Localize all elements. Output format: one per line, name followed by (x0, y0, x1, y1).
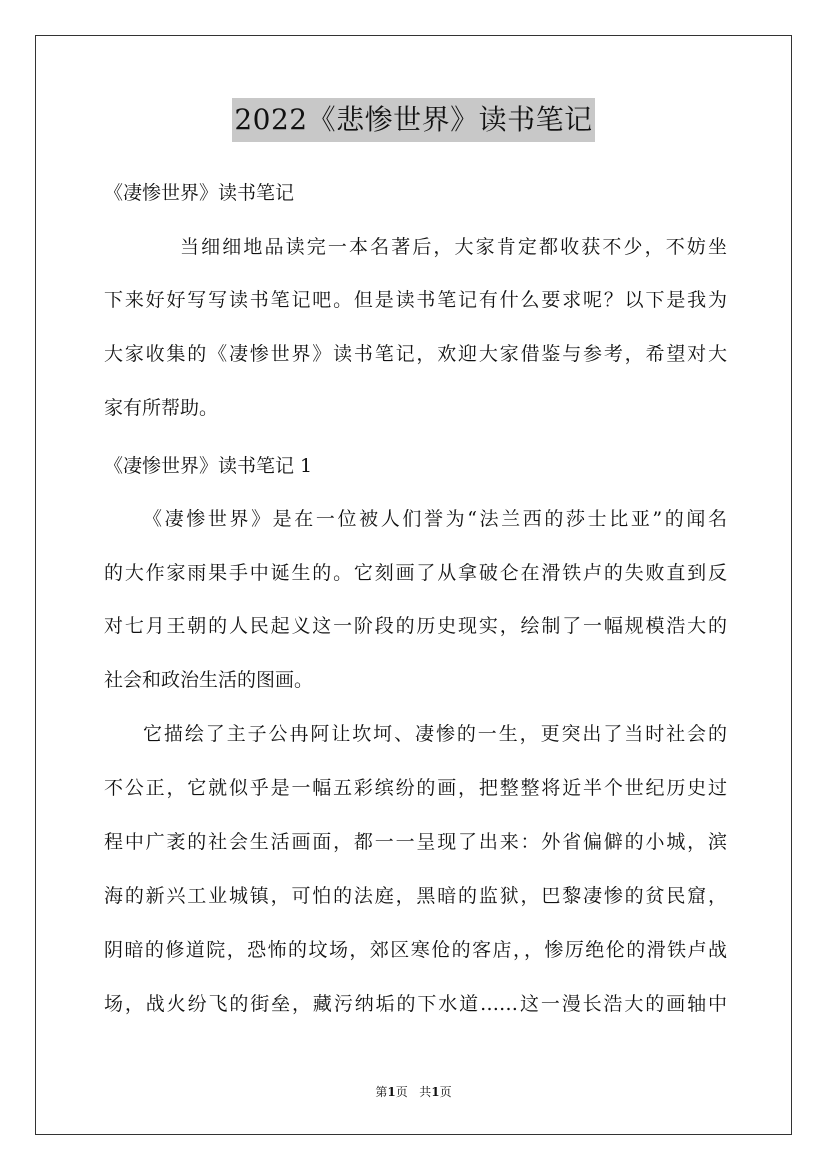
paragraph1-line: 的大作家雨果手中诞生的。它刻画了从拿破仑在滑铁卢的失败直到反 (104, 562, 727, 584)
intro-line: 大家收集的《凄惨世界》读书笔记，欢迎大家借鉴与参考，希望对大 (104, 343, 727, 365)
paragraph2-line: 不公正，它就似乎是一幅五彩缤纷的画，把整整将近半个世纪历史过 (104, 777, 727, 799)
page-label-suffix: 页 (395, 1085, 408, 1099)
page-label-prefix: 第 (375, 1085, 388, 1099)
subtitle: 《凄惨世界》读书笔记 (104, 182, 295, 204)
section-heading: 《凄惨世界》读书笔记 1 (104, 455, 313, 477)
paragraph1-line: 《凄惨世界》是在一位被人们誉为“法兰西的莎士比亚”的闻名 (143, 508, 727, 530)
paragraph2-line: 海的新兴工业城镇，可怕的法庭，黑暗的监狱，巴黎凄惨的贫民窟， (104, 885, 727, 907)
paragraph2-line: 它描绘了主子公冉阿让坎坷、凄惨的一生，更突出了当时社会的 (143, 723, 727, 745)
paragraph2-line: 程中广袤的社会生活画面，都一一呈现了出来：外省偏僻的小城，滨 (104, 831, 727, 853)
intro-line: 下来好好写写读书笔记吧。但是读书笔记有什么要求呢？以下是我为 (104, 289, 727, 311)
total-label-suffix: 页 (439, 1085, 452, 1099)
page-footer (0, 1083, 827, 1101)
intro-line: 家有所帮助。 (104, 397, 219, 419)
title-container (0, 98, 827, 142)
paragraph1-line: 对七月王朝的人民起义这一阶段的历史现实，绘制了一幅规模浩大的 (104, 615, 727, 637)
intro-line: 当细细地品读完一本名著后，大家肯定都收获不少，不妨坐 (180, 236, 727, 258)
document-title: 2022《悲惨世界》读书笔记 (232, 98, 594, 142)
paragraph2-line: 阴暗的修道院，恐怖的坟场，郊区寒伧的客店，，惨厉绝伦的滑铁卢战 (104, 939, 727, 961)
total-label-prefix: 共 (419, 1085, 432, 1099)
page-number: 1 (387, 1085, 396, 1099)
paragraph1-line: 社会和政治生活的图画。 (104, 669, 314, 691)
total-pages: 1 (431, 1085, 440, 1099)
paragraph2-line: 场，战火纷飞的街垒，藏污纳垢的下水道……这一漫长浩大的画轴中 (104, 993, 727, 1015)
